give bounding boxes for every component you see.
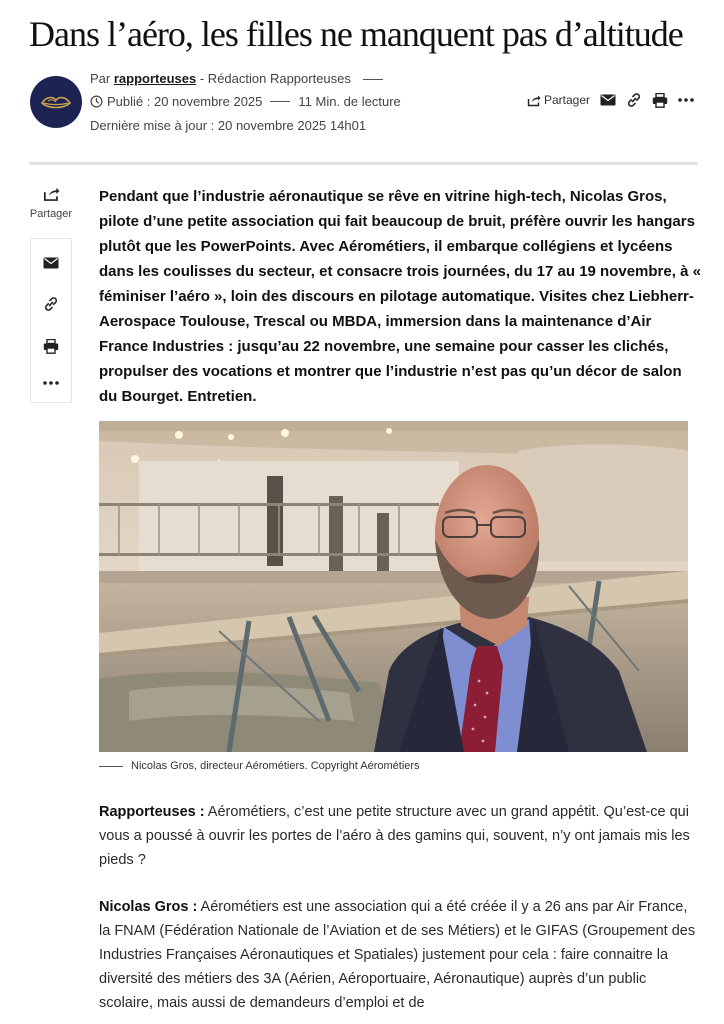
read-time: 11 Min. de lecture: [298, 94, 401, 109]
speaker-name: Rapporteuses :: [99, 804, 205, 820]
photo-caption: [99, 760, 420, 772]
byline-dash: [363, 79, 383, 80]
article-photo: [99, 421, 688, 752]
article-title: Dans l’aéro, les filles ne manquent pas d’altitude: [29, 14, 683, 54]
byline: [90, 71, 391, 86]
author-link[interactable]: rapporteuses: [113, 71, 197, 86]
side-share-toolbar: [30, 238, 72, 403]
interview-paragraph: [99, 895, 699, 1015]
print-icon[interactable]: [43, 339, 59, 354]
more-icon[interactable]: [43, 381, 59, 385]
team-name: - Rédaction Rapporteuses: [199, 71, 351, 86]
share-button[interactable]: [527, 93, 590, 107]
article-intro: Pendant que l’industrie aéronautique se rêve en vitrine high-tech, Nicolas Gros, pilote d’une petite association qui fait beaucoup de bruit, préfère ouvrir les hangars plutôt que les PowerPoints. Avec Aérométiers, il embarque collégiens et lycéens dans les coulisses du secteur, et consacre trois journées, du 17 au 19 novembre, à « féminiser l’aéro », loin des discours en pilotage automatique. Visites chez Liebherr-Aerospace Toulouse, Trescal ou MBDA, immersion dans la maintenance d’Air France Industries : jusqu’au 22 novembre, une semaine pour casser les clichés, propulser des vocations et montrer que l’industrie n’est pas qu’un décor de salon du Bourget. Entretien.: [99, 188, 701, 405]
interview-paragraph: [99, 800, 699, 872]
lips-logo-icon: [30, 76, 82, 128]
by-prefix: Par: [90, 71, 111, 86]
share-icon: [527, 94, 541, 107]
side-share-button[interactable]: [28, 186, 74, 220]
share-label: Partager: [543, 93, 590, 107]
more-icon[interactable]: [678, 98, 694, 102]
publish-info: [90, 94, 401, 109]
avatar[interactable]: [30, 76, 82, 128]
header-divider: [29, 162, 698, 165]
clock-icon: [90, 95, 103, 108]
caption-text: Nicolas Gros, directeur Aérométiers. Copyright Aérométiers: [131, 760, 420, 772]
speaker-name: Nicolas Gros :: [99, 899, 198, 915]
side-share-label: Partager: [29, 208, 73, 220]
print-icon[interactable]: [652, 93, 668, 108]
link-icon[interactable]: [626, 92, 642, 108]
share-toolbar: [527, 92, 694, 108]
share-icon: [43, 186, 60, 202]
mail-icon[interactable]: [600, 94, 616, 106]
mail-icon[interactable]: [43, 257, 59, 269]
published-date: Publié : 20 novembre 2025: [107, 94, 263, 109]
paragraph-text: Aérométiers, c’est une petite structure avec un grand appétit. Qu’est-ce qui vous a poussé à ouvrir les portes de l’aéro à des gamins qui, souvent, n’y ont jamais mis les pieds ?: [99, 804, 690, 868]
caption-dash: [99, 766, 123, 767]
link-icon[interactable]: [43, 296, 59, 312]
meta-dash: [270, 101, 290, 102]
updated-date: Dernière mise à jour : 20 novembre 2025 14h01: [90, 118, 367, 133]
paragraph-text: Aérométiers est une association qui a été créée il y a 26 ans par Air France, la FNAM (Fédération Nationale de l’Aviation et de ses Métiers) et le GIFAS (Groupement des Industries Françaises Aéronautiques et Spatiales) justement pour cela : faire connaitre la diversité des métiers des 3A (Aérien, Aéroportuaire, Aéronautique) auprès d’un public scolaire, mais aussi de demandeurs d’emploi et de: [99, 899, 696, 1011]
